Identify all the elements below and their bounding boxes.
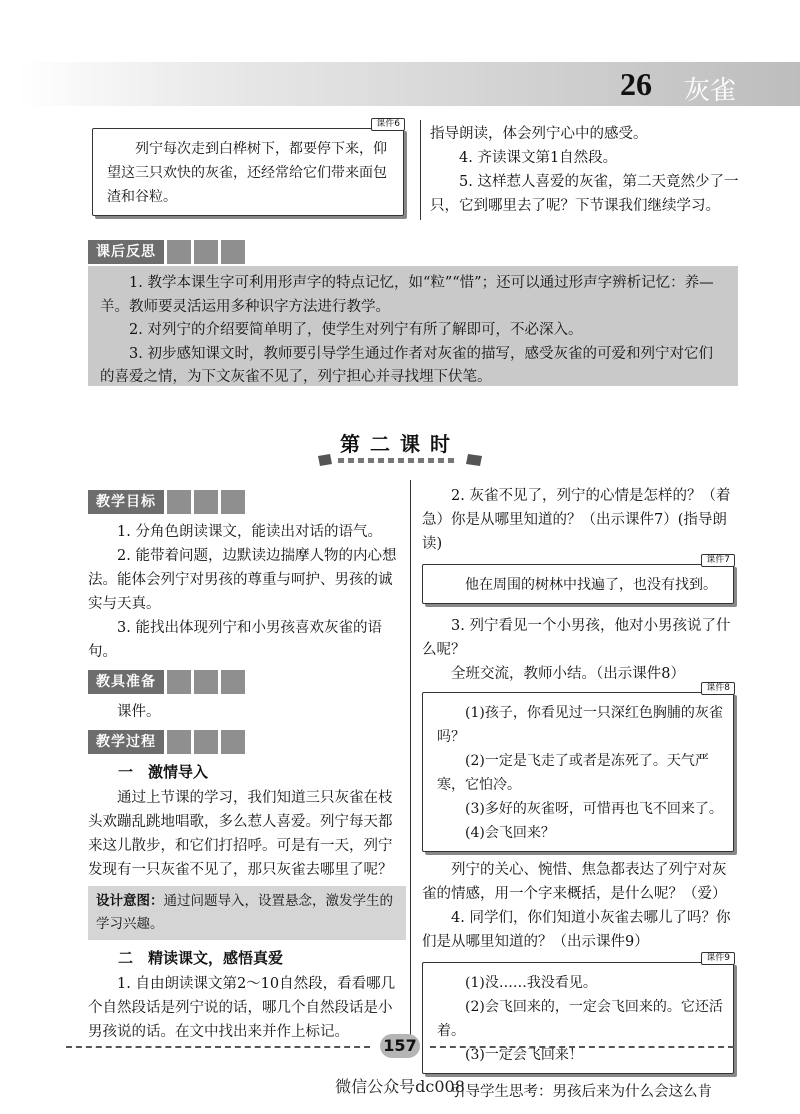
- goal-item: 3. 能找出体现列宁和小男孩喜欢灰雀的语句。: [88, 620, 382, 660]
- decor-square: [221, 730, 245, 754]
- paragraph: 指导朗读，体会列宁心中的感受。: [430, 126, 648, 142]
- box-line: (2)会飞回来的，一定会飞回来的。它还活着。: [437, 999, 723, 1039]
- question-4: 4. 同学们，你们知道小灰雀去哪儿了吗？你们是从哪里知道的？（出示课件9）: [422, 910, 731, 950]
- paragraph: 5. 这样惹人喜爱的灰雀，第二天竟然少了一只，它到哪里去了呢？下节课我们继续学习。: [430, 174, 739, 214]
- part1-text: 通过上节课的学习，我们知道三只灰雀在枝头欢蹦乱跳地唱歌，多么惹人喜爱。列宁每天都来这儿散步，和它们打招呼。可是有一天，列宁发现有一只灰雀不见了，那只灰雀去哪里了呢？: [88, 790, 393, 878]
- decor-square: [221, 670, 245, 694]
- decor-square: [167, 240, 191, 264]
- top-right-column: [430, 122, 740, 218]
- column-divider-top: [420, 120, 421, 220]
- question-3-note: 全班交流，教师小结。（出示课件8）: [451, 666, 685, 682]
- courseware-7-box: [422, 555, 734, 604]
- paragraph: 4. 齐读课文第1自然段。: [459, 150, 618, 166]
- reflection-block: [88, 266, 738, 386]
- lesson-number: 26: [620, 66, 652, 102]
- decor-square: [221, 490, 245, 514]
- box-line: (2)一定是飞走了或者是冻死了。天气严寒，它怕冷。: [437, 753, 709, 793]
- lesson-period-title: 第二课时: [340, 432, 460, 456]
- reflection-item: 3. 初步感知课文时，教师要引导学生通过作者对灰雀的描写，感受灰雀的可爱和列宁对它们的喜爱之情，为下文灰雀不见了，列宁担心并寻找埋下伏笔。: [100, 345, 713, 385]
- goal-item: 1. 分角色朗读课文，能读出对话的语气。: [117, 524, 382, 540]
- courseware-tag: 课件9: [701, 952, 735, 965]
- box-line: (3)多好的灰雀呀，可惜再也飞不回来了。: [465, 801, 723, 817]
- left-column: [88, 484, 406, 1044]
- question-2: 2. 灰雀不见了，列宁的心情是怎样的？（着急）你是从哪里知道的？（出示课件7）(指导朗读): [422, 488, 731, 552]
- top-left-column: [92, 119, 404, 216]
- part2-text: 1. 自由朗读课文第2～10自然段，看看哪几个自然段话是列宁说的话，哪几个自然段话是小男孩说的话。在文中找出来并作上标记。: [88, 976, 396, 1040]
- courseware-tag: 课件6: [371, 118, 405, 131]
- reflection-heading: [88, 234, 245, 270]
- footer-dash-left: [66, 1046, 370, 1048]
- courseware-tag: 课件7: [701, 554, 735, 567]
- design-label: 设计意图：: [96, 893, 164, 909]
- last-paragraph: 引导学生思考：男孩后来为什么会这么肯: [451, 1084, 712, 1100]
- decor-square: [194, 730, 218, 754]
- decor-square: [167, 670, 191, 694]
- decor-square: [194, 240, 218, 264]
- box-line: (3)一定会飞回来！: [465, 1047, 583, 1063]
- box-line: (1)没……我没看见。: [465, 975, 597, 991]
- decor-square: [194, 490, 218, 514]
- courseware-8-box: [422, 683, 734, 852]
- footer-dash-right: [430, 1046, 734, 1048]
- tools-text: 课件。: [117, 704, 161, 720]
- courseware-9-box: [422, 953, 734, 1074]
- decor-square: [194, 670, 218, 694]
- page-number: 157: [380, 1034, 420, 1058]
- decor-square: [221, 240, 245, 264]
- goal-item: 2. 能带着问题，边默读边揣摩人物的内心想法。能体会列宁对男孩的尊重与呵护、男孩的诚实与天真。: [88, 548, 397, 612]
- header-band: [18, 62, 800, 106]
- part2-title: 二 精读课文，感悟真爱: [118, 949, 284, 967]
- box-text: 列宁每次走到白桦树下，都要停下来，仰望这三只欢快的灰雀，还经常给它们带来面包渣和谷粒。: [107, 141, 387, 205]
- section-label: 教学过程: [88, 730, 164, 754]
- courseware-6-box: [92, 119, 404, 216]
- box-text: 他在周围的树林中找遍了，也没有找到。: [465, 577, 717, 593]
- section-label: 教具准备: [88, 670, 164, 694]
- decor-square: [167, 730, 191, 754]
- question-3: 3. 列宁看见一个小男孩，他对小男孩说了什么呢？: [422, 618, 731, 658]
- design-intent-box: [88, 886, 406, 940]
- summary-text: 列宁的关心、惋惜、焦急都表达了列宁对灰雀的情感，用一个字来概括，是什么呢？（爱）: [422, 862, 727, 902]
- box-line: (1)孩子，你看见过一只深红色胸脯的灰雀吗？: [437, 705, 723, 745]
- reflection-item: 2. 对列宁的介绍要简单明了，使学生对列宁有所了解即可，不必深入。: [129, 322, 583, 338]
- right-column: [422, 484, 740, 1104]
- title-decoration: [318, 454, 482, 466]
- box-line: (4)会飞回来？: [465, 825, 555, 841]
- watermark-text: 微信公众号dc008: [335, 1077, 465, 1096]
- reflection-item: 1. 教学本课生字可利用形声字的特点记忆，如“粒”“惜”；还可以通过形声字辨析记忆：养—羊。教师要灵活运用多种识字方法进行教学。: [100, 275, 714, 315]
- column-divider: [410, 480, 411, 1040]
- courseware-tag: 课件8: [701, 682, 735, 695]
- lesson-header-title: 灰雀: [683, 76, 736, 106]
- decor-square: [167, 490, 191, 514]
- section-label: 课后反思: [88, 240, 164, 264]
- design-text: 通过问题导入，设置悬念，激发学生的学习兴趣。: [96, 893, 393, 932]
- section-label: 教学目标: [88, 490, 164, 514]
- part1-title: 一 激情导入: [118, 763, 209, 781]
